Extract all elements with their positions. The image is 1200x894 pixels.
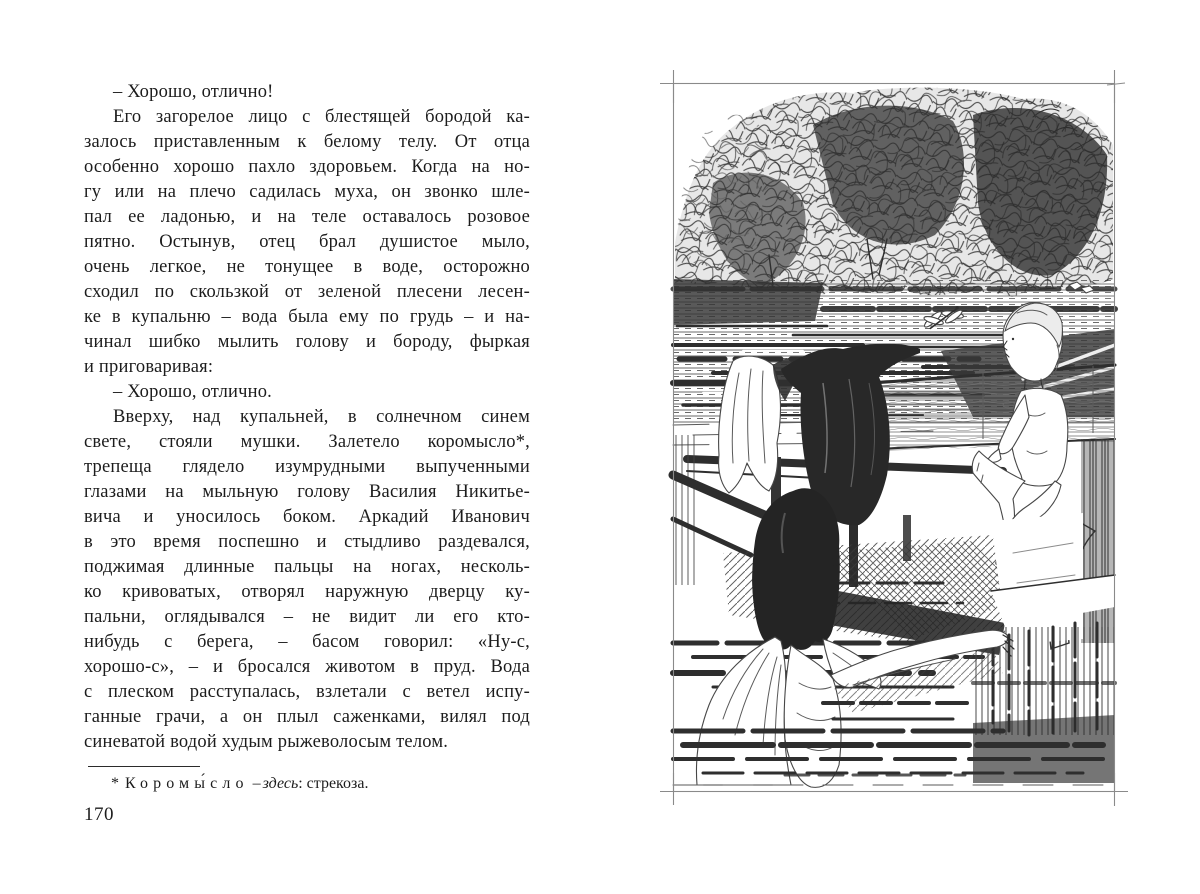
text-line: свете, стояли мушки. Залетело коромысло*, — [84, 432, 530, 452]
text-line: нибудь с берега, – басом говорил: «Ну-с, — [84, 632, 530, 652]
footnote — [84, 766, 530, 794]
text-line: синеватой водой худым рыжеволосым телом. — [84, 732, 449, 752]
text-line: трепеща глядело изумрудными выпученными — [84, 457, 530, 477]
text-line: вича и уносилось боком. Аркадий Иванович — [84, 507, 530, 527]
illustration-pond-bathing — [673, 83, 1115, 792]
footnote-marker: * — [111, 775, 119, 792]
text-line: ганные грачи, а он плыл саженками, вилял под — [84, 707, 530, 727]
text-line: – Хорошо, отлично. — [113, 382, 273, 402]
text-line: пальни, оглядывался – не видит ли его кто- — [84, 607, 530, 627]
text-line: с плеском расступалась, взлетали с ветел испу- — [84, 682, 530, 702]
footnote-dash: – — [252, 775, 261, 792]
text-block — [84, 80, 530, 755]
text-line: сходил по скользкой от зеленой плесени лесен- — [84, 282, 530, 302]
footnote-gloss-rest: : стрекоза. — [298, 775, 369, 792]
footnote-term: Коромы́сло — [125, 775, 249, 792]
footnote-text — [84, 774, 530, 794]
text-line: ко кривоватых, отворял наружную дверцу ку- — [84, 582, 530, 602]
text-line: пятно. Остынув, отец брал душистое мыло, — [84, 232, 530, 252]
text-line: ке в купальню – вода была ему по грудь – и на- — [84, 307, 530, 327]
page-number: 170 — [84, 804, 114, 825]
text-line: Его загорелое лицо с блестящей бородой ка- — [113, 107, 530, 127]
text-line: Вверху, над купальней, в солнечном синем — [113, 407, 530, 427]
footnote-gloss-word: здесь — [262, 775, 299, 792]
text-line: гу или на плечо садилась муха, он звонко шле- — [84, 182, 530, 202]
text-line: залось приставленным к белому телу. От отца — [84, 132, 530, 152]
text-line: хорошо-с», – и бросался животом в пруд. Вода — [84, 657, 530, 677]
text-line: чинал шибко мылить голову и бороду, фыркая — [84, 332, 530, 352]
text-line: поджимая длинные пальцы на ногах, несколь- — [84, 557, 530, 577]
text-line: пал ее ладонью, и на теле оставалось розовое — [84, 207, 530, 227]
text-line: и приговаривая: — [84, 357, 214, 377]
text-line: – Хорошо, отлично! — [113, 82, 274, 102]
footnote-rule — [88, 766, 200, 767]
text-line: глазами на мыльную голову Василия Никитье- — [84, 482, 530, 502]
text-line: особенно хорошо пахло здоровьем. Когда на но- — [84, 157, 530, 177]
text-line: очень легкое, не тонущее в воде, осторожно — [84, 257, 530, 277]
foliage — [675, 88, 1113, 297]
text-line: в это время поспешно и стыдливо раздевался, — [84, 532, 530, 552]
